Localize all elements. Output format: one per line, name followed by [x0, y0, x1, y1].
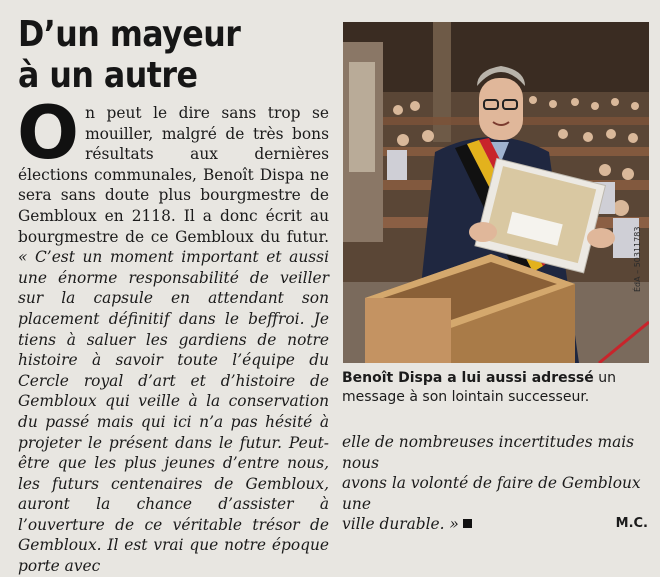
headline-line-1: D’un mayeur — [18, 14, 241, 55]
article-intro: n peut le dire sans trop se mouiller, malgré de très bons résultats aux dernières élections communales, Benoît Dispa ne sera sans doute plus bourgmestre de Gembloux en 2118. Il a donc écrit au bourgmestre de ce Gembloux du futur. — [18, 104, 329, 246]
article-photo — [343, 22, 649, 363]
article-quote: « C’est un moment important et aussi une énorme responsabilité de veiller sur la capsule en attendant son placement définitif dans le beffroi. Je tiens à saluer les gardiens de notre histoire à savoir toute l’équipe du Cercle royal d’art et d’histoire de Gembloux qui veille à la conservation du passé mais qui ici n’a pas hésité à projeter le présent dans le futur. Peut-être que les plus jeunes d’entre nous, les futurs centenaires de Gembloux, auront la chance d’assister à l’ouverture de ce véritable trésor de Gembloux. Il est vrai que notre époque porte avec — [18, 248, 329, 576]
continuation-line-1: elle de nombreuses incertitudes mais nous — [342, 433, 635, 472]
photo-credit: ÉdA – 50311783 — [633, 226, 642, 292]
article-body — [17, 91, 329, 577]
end-mark-icon — [463, 519, 472, 528]
author-signature: M.C. — [615, 516, 648, 532]
photo-caption — [342, 369, 648, 407]
continuation-last-row — [342, 514, 648, 535]
continuation-line-2: avons la volonté de faire de Gembloux une — [342, 474, 641, 513]
drop-cap: O — [17, 91, 80, 176]
caption-bold: Benoît Dispa a lui aussi adressé — [342, 370, 594, 386]
caption-rest: un message à son lointain successeur. — [342, 370, 616, 405]
headline — [18, 14, 291, 96]
article-continuation — [342, 432, 648, 535]
headline-line-2: à un autre — [18, 55, 198, 96]
continuation-line-3: ville durable. » — [342, 515, 459, 534]
